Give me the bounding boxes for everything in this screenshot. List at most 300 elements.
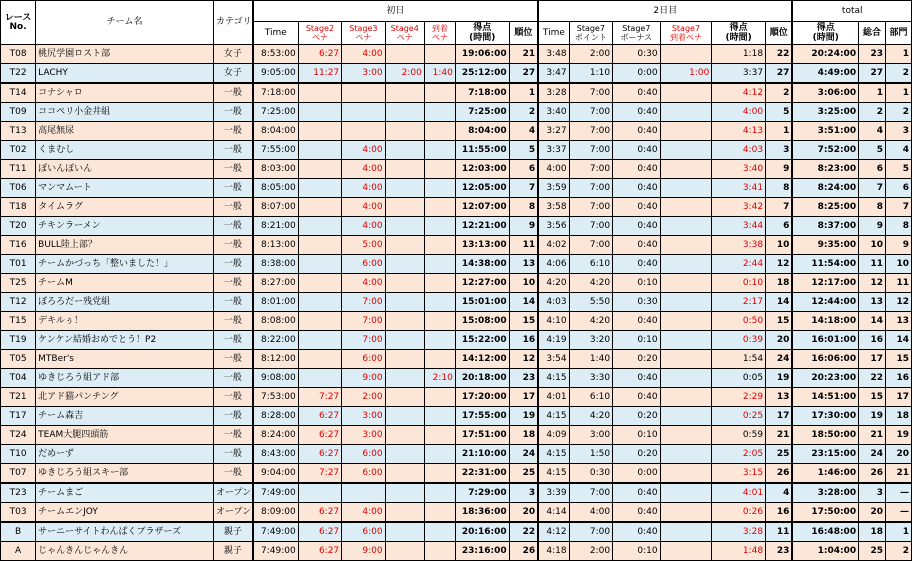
cell-race-no: T20 xyxy=(1,217,36,236)
cell-category: 女子 xyxy=(213,64,252,84)
cell-stage3: 4:00 xyxy=(342,217,385,236)
cell-stage7-arrival xyxy=(660,179,712,198)
cell-race-no: T05 xyxy=(1,350,36,369)
cell-race-no: B xyxy=(1,522,36,542)
cell-arrival xyxy=(424,45,455,64)
cell-category: 一般 xyxy=(213,122,252,141)
table-row xyxy=(1,160,912,179)
cell-total-score: 4:49:00 xyxy=(792,64,858,84)
cell-rank2: 14 xyxy=(766,293,793,312)
cell-rank2: 23 xyxy=(766,542,793,561)
cell-stage2 xyxy=(298,198,341,217)
cell-overall: 8 xyxy=(859,198,886,217)
cell-score2: 2:05 xyxy=(712,445,766,464)
cell-stage3: 4:00 xyxy=(342,45,385,64)
cell-race-no: T16 xyxy=(1,236,36,255)
cell-stage7-arrival xyxy=(660,45,712,64)
cell-stage7-bonus: 0:40 xyxy=(613,522,661,542)
cell-time2: 4:02 xyxy=(538,236,569,255)
cell-stage2 xyxy=(298,274,341,293)
cell-rank: 14 xyxy=(509,293,538,312)
cell-stage7-arrival xyxy=(660,160,712,179)
cell-team: タイムラグ xyxy=(36,198,214,217)
table-row xyxy=(1,103,912,122)
cell-stage3: 5:00 xyxy=(342,236,385,255)
cell-score2: 3:38 xyxy=(712,236,766,255)
cell-score2: 3:44 xyxy=(712,217,766,236)
cell-team: ぽいんぽいん xyxy=(36,160,214,179)
cell-stage3: 6:00 xyxy=(342,350,385,369)
cell-stage7-bonus: 0:40 xyxy=(613,369,661,388)
cell-stage7-bonus: 0:30 xyxy=(613,293,661,312)
header-race-no: レース No. xyxy=(1,1,36,45)
cell-arrival xyxy=(424,503,455,523)
cell-time2: 3:59 xyxy=(538,179,569,198)
cell-race-no: T25 xyxy=(1,274,36,293)
cell-rank: 2 xyxy=(509,103,538,122)
cell-total-score: 16:06:00 xyxy=(792,350,858,369)
cell-rank2: 25 xyxy=(766,445,793,464)
cell-stage4 xyxy=(385,426,424,445)
cell-score: 23:16:00 xyxy=(455,542,509,561)
cell-total-score: 14:18:00 xyxy=(792,312,858,331)
cell-stage3: 3:00 xyxy=(342,407,385,426)
cell-time2: 4:12 xyxy=(538,522,569,542)
cell-stage4 xyxy=(385,522,424,542)
cell-category: 一般 xyxy=(213,331,252,350)
header-team: チーム名 xyxy=(36,1,214,45)
cell-time: 7:49:00 xyxy=(253,483,298,503)
table-row xyxy=(1,445,912,464)
cell-stage7-bonus: 0:40 xyxy=(613,236,661,255)
cell-division: 7 xyxy=(885,198,911,217)
cell-stage7-arrival xyxy=(660,331,712,350)
cell-stage4 xyxy=(385,179,424,198)
cell-total-score: 11:54:00 xyxy=(792,255,858,274)
cell-category: 一般 xyxy=(213,198,252,217)
cell-time: 8:43:00 xyxy=(253,445,298,464)
cell-stage4 xyxy=(385,141,424,160)
cell-score2: 4:12 xyxy=(712,83,766,103)
cell-race-no: T02 xyxy=(1,141,36,160)
cell-category: 一般 xyxy=(213,426,252,445)
cell-time: 8:08:00 xyxy=(253,312,298,331)
cell-score: 21:10:00 xyxy=(455,445,509,464)
cell-stage4 xyxy=(385,236,424,255)
header-overall: 総合 xyxy=(859,22,886,45)
cell-total-score: 12:17:00 xyxy=(792,274,858,293)
cell-category: 一般 xyxy=(213,160,252,179)
cell-stage3: 4:00 xyxy=(342,179,385,198)
table-row xyxy=(1,407,912,426)
cell-total-score: 9:35:00 xyxy=(792,236,858,255)
cell-time2: 4:15 xyxy=(538,369,569,388)
cell-score: 18:36:00 xyxy=(455,503,509,523)
cell-rank2: 15 xyxy=(766,312,793,331)
cell-stage7-bonus: 0:00 xyxy=(613,464,661,484)
cell-race-no: T07 xyxy=(1,464,36,484)
cell-stage4: 2:00 xyxy=(385,64,424,84)
cell-score2: 0:05 xyxy=(712,369,766,388)
cell-overall: 22 xyxy=(859,369,886,388)
cell-stage3: 3:00 xyxy=(342,426,385,445)
cell-score2: 2:17 xyxy=(712,293,766,312)
cell-score: 12:27:00 xyxy=(455,274,509,293)
cell-stage2: 7:27 xyxy=(298,464,341,484)
cell-division: 13 xyxy=(885,312,911,331)
header-stage7-point: Stage7 ポイント xyxy=(569,22,612,45)
cell-stage4 xyxy=(385,388,424,407)
cell-time: 9:04:00 xyxy=(253,464,298,484)
cell-category: 一般 xyxy=(213,369,252,388)
cell-division: 1 xyxy=(885,83,911,103)
cell-stage7-bonus: 0:40 xyxy=(613,103,661,122)
cell-stage4 xyxy=(385,198,424,217)
cell-stage7-point: 6:10 xyxy=(569,255,612,274)
cell-time2: 4:09 xyxy=(538,426,569,445)
cell-race-no: T19 xyxy=(1,331,36,350)
cell-division: 2 xyxy=(885,64,911,84)
cell-race-no: T11 xyxy=(1,160,36,179)
cell-stage7-bonus: 0:40 xyxy=(613,141,661,160)
cell-score2: 0:25 xyxy=(712,407,766,426)
header-day2: 2日目 xyxy=(538,1,792,22)
cell-stage7-arrival xyxy=(660,503,712,523)
cell-stage7-arrival xyxy=(660,141,712,160)
cell-arrival xyxy=(424,331,455,350)
cell-stage7-bonus: 0:40 xyxy=(613,388,661,407)
cell-score2: 0:10 xyxy=(712,274,766,293)
cell-arrival xyxy=(424,198,455,217)
cell-score2: 4:13 xyxy=(712,122,766,141)
cell-rank2: 3 xyxy=(766,141,793,160)
cell-overall: 1 xyxy=(859,83,886,103)
cell-team: デキルぅ！ xyxy=(36,312,214,331)
cell-score: 7:29:00 xyxy=(455,483,509,503)
cell-race-no: T15 xyxy=(1,312,36,331)
cell-team: LACHY xyxy=(36,64,214,84)
cell-team: 高尾無尿 xyxy=(36,122,214,141)
cell-rank2: 27 xyxy=(766,64,793,84)
cell-total-score: 17:50:00 xyxy=(792,503,858,523)
cell-stage4 xyxy=(385,122,424,141)
cell-stage7-point: 7:00 xyxy=(569,122,612,141)
cell-score: 11:55:00 xyxy=(455,141,509,160)
header-division: 部門 xyxy=(885,22,911,45)
cell-stage2 xyxy=(298,255,341,274)
cell-rank: 6 xyxy=(509,160,538,179)
cell-time: 8:03:00 xyxy=(253,160,298,179)
cell-score: 8:04:00 xyxy=(455,122,509,141)
cell-score: 20:18:00 xyxy=(455,369,509,388)
cell-category: 親子 xyxy=(213,542,252,561)
header-score2: 得点 (時間) xyxy=(712,22,766,45)
cell-team: ゆきじろう組アド部 xyxy=(36,369,214,388)
cell-rank: 8 xyxy=(509,198,538,217)
cell-score: 25:12:00 xyxy=(455,64,509,84)
cell-stage3: 6:00 xyxy=(342,445,385,464)
cell-score: 22:31:00 xyxy=(455,464,509,484)
header-stage3: Stage3 ペナ xyxy=(342,22,385,45)
cell-race-no: T13 xyxy=(1,122,36,141)
cell-time: 8:09:00 xyxy=(253,503,298,523)
cell-team: TEAM大腿四頭筋 xyxy=(36,426,214,445)
cell-total-score: 8:23:00 xyxy=(792,160,858,179)
cell-category: 一般 xyxy=(213,445,252,464)
cell-stage2: 7:27 xyxy=(298,388,341,407)
cell-stage7-point: 4:20 xyxy=(569,407,612,426)
cell-stage4 xyxy=(385,369,424,388)
cell-stage3: 4:00 xyxy=(342,141,385,160)
cell-stage3 xyxy=(342,83,385,103)
cell-rank2: 6 xyxy=(766,217,793,236)
table-row xyxy=(1,122,912,141)
cell-stage2 xyxy=(298,217,341,236)
cell-overall: 26 xyxy=(859,464,886,484)
cell-time2: 4:20 xyxy=(538,274,569,293)
cell-arrival xyxy=(424,103,455,122)
cell-category: 一般 xyxy=(213,141,252,160)
cell-time: 7:55:00 xyxy=(253,141,298,160)
header-rank: 順位 xyxy=(509,22,538,45)
cell-score2: 1:18 xyxy=(712,45,766,64)
cell-division: 17 xyxy=(885,388,911,407)
cell-time: 8:04:00 xyxy=(253,122,298,141)
cell-score2: 3:28 xyxy=(712,522,766,542)
cell-score: 7:18:00 xyxy=(455,83,509,103)
cell-total-score: 16:01:00 xyxy=(792,331,858,350)
cell-time2: 4:15 xyxy=(538,445,569,464)
cell-stage7-arrival xyxy=(660,103,712,122)
cell-score: 19:06:00 xyxy=(455,45,509,64)
cell-score: 12:21:00 xyxy=(455,217,509,236)
cell-time2: 4:19 xyxy=(538,331,569,350)
cell-total-score: 20:23:00 xyxy=(792,369,858,388)
cell-stage3: 4:00 xyxy=(342,274,385,293)
cell-race-no: T03 xyxy=(1,503,36,523)
cell-rank: 17 xyxy=(509,388,538,407)
cell-arrival xyxy=(424,464,455,484)
cell-rank: 10 xyxy=(509,274,538,293)
cell-stage7-arrival xyxy=(660,236,712,255)
cell-stage2 xyxy=(298,483,341,503)
table-row xyxy=(1,426,912,445)
cell-rank2: 26 xyxy=(766,464,793,484)
cell-rank: 11 xyxy=(509,236,538,255)
cell-rank: 9 xyxy=(509,217,538,236)
cell-stage2 xyxy=(298,293,341,312)
cell-score2: 3:42 xyxy=(712,198,766,217)
cell-division: 4 xyxy=(885,141,911,160)
header-stage2: Stage2 ペナ xyxy=(298,22,341,45)
cell-score: 12:05:00 xyxy=(455,179,509,198)
cell-stage7-bonus: 0:40 xyxy=(613,83,661,103)
cell-stage3: 6:00 xyxy=(342,255,385,274)
cell-stage7-point: 7:00 xyxy=(569,483,612,503)
cell-stage2: 6:27 xyxy=(298,45,341,64)
cell-stage7-arrival xyxy=(660,217,712,236)
cell-rank2: 2 xyxy=(766,83,793,103)
cell-time2: 4:01 xyxy=(538,388,569,407)
cell-time: 8:07:00 xyxy=(253,198,298,217)
cell-stage7-point: 1:10 xyxy=(569,64,612,84)
cell-rank: 16 xyxy=(509,331,538,350)
cell-stage7-bonus: 0:30 xyxy=(613,45,661,64)
cell-rank: 26 xyxy=(509,542,538,561)
cell-score2: 4:03 xyxy=(712,141,766,160)
cell-arrival xyxy=(424,426,455,445)
cell-arrival xyxy=(424,236,455,255)
cell-rank: 1 xyxy=(509,83,538,103)
cell-stage2 xyxy=(298,160,341,179)
cell-time2: 3:58 xyxy=(538,198,569,217)
cell-score2: 2:44 xyxy=(712,255,766,274)
cell-stage7-bonus: 0:10 xyxy=(613,274,661,293)
cell-stage4 xyxy=(385,503,424,523)
cell-team: チームまご xyxy=(36,483,214,503)
cell-race-no: T21 xyxy=(1,388,36,407)
cell-rank2: 8 xyxy=(766,179,793,198)
cell-stage7-bonus: 0:20 xyxy=(613,350,661,369)
cell-rank2: 22 xyxy=(766,45,793,64)
cell-race-no: A xyxy=(1,542,36,561)
cell-arrival xyxy=(424,255,455,274)
cell-rank2: 21 xyxy=(766,426,793,445)
cell-stage3: 4:00 xyxy=(342,160,385,179)
cell-stage7-bonus: 0:40 xyxy=(613,179,661,198)
cell-total-score: 14:51:00 xyxy=(792,388,858,407)
cell-stage7-arrival xyxy=(660,122,712,141)
cell-stage7-bonus: 0:10 xyxy=(613,331,661,350)
cell-stage7-point: 3:30 xyxy=(569,369,612,388)
table-row xyxy=(1,331,912,350)
header-arrival: 到着 ペナ xyxy=(424,22,455,45)
cell-time2: 4:06 xyxy=(538,255,569,274)
header-category: カテゴリ xyxy=(213,1,252,45)
cell-race-no: T09 xyxy=(1,103,36,122)
cell-team: ぼろろだー残党組 xyxy=(36,293,214,312)
cell-race-no: T06 xyxy=(1,179,36,198)
cell-stage7-arrival xyxy=(660,312,712,331)
cell-stage7-point: 0:30 xyxy=(569,464,612,484)
cell-stage7-point: 1:40 xyxy=(569,350,612,369)
cell-stage2: 6:27 xyxy=(298,445,341,464)
cell-category: 一般 xyxy=(213,103,252,122)
cell-rank: 19 xyxy=(509,407,538,426)
cell-category: 一般 xyxy=(213,293,252,312)
table-row xyxy=(1,483,912,503)
cell-division: 11 xyxy=(885,274,911,293)
cell-arrival xyxy=(424,483,455,503)
cell-category: 一般 xyxy=(213,407,252,426)
cell-stage4 xyxy=(385,312,424,331)
header-stage4: Stage4 ペナ xyxy=(385,22,424,45)
cell-rank: 20 xyxy=(509,503,538,523)
cell-stage7-bonus: 0:40 xyxy=(613,255,661,274)
header-score: 得点 (時間) xyxy=(455,22,509,45)
cell-stage2: 11:27 xyxy=(298,64,341,84)
cell-overall: 9 xyxy=(859,217,886,236)
cell-overall: 11 xyxy=(859,255,886,274)
cell-arrival xyxy=(424,160,455,179)
cell-time2: 3:39 xyxy=(538,483,569,503)
cell-time2: 3:54 xyxy=(538,350,569,369)
cell-time2: 4:10 xyxy=(538,312,569,331)
cell-stage3: 4:00 xyxy=(342,198,385,217)
cell-team: ゆきじろう組スキー部 xyxy=(36,464,214,484)
cell-score2: 3:37 xyxy=(712,64,766,84)
cell-stage7-bonus: 0:40 xyxy=(613,160,661,179)
cell-arrival xyxy=(424,542,455,561)
header-time: Time xyxy=(253,22,298,45)
cell-category: 一般 xyxy=(213,464,252,484)
cell-total-score: 12:44:00 xyxy=(792,293,858,312)
cell-rank2: 12 xyxy=(766,255,793,274)
cell-race-no: T18 xyxy=(1,198,36,217)
cell-score: 13:13:00 xyxy=(455,236,509,255)
cell-stage7-arrival: 1:00 xyxy=(660,64,712,84)
cell-stage7-arrival xyxy=(660,483,712,503)
cell-division: 9 xyxy=(885,236,911,255)
cell-arrival xyxy=(424,312,455,331)
cell-score: 17:51:00 xyxy=(455,426,509,445)
cell-stage2 xyxy=(298,350,341,369)
cell-time: 9:05:00 xyxy=(253,64,298,84)
cell-rank2: 4 xyxy=(766,483,793,503)
cell-overall: 12 xyxy=(859,274,886,293)
cell-score: 15:08:00 xyxy=(455,312,509,331)
cell-total-score: 3:28:00 xyxy=(792,483,858,503)
cell-stage3: 6:00 xyxy=(342,464,385,484)
cell-category: 一般 xyxy=(213,388,252,407)
cell-stage4 xyxy=(385,217,424,236)
cell-race-no: T12 xyxy=(1,293,36,312)
cell-stage4 xyxy=(385,350,424,369)
cell-division: 20 xyxy=(885,445,911,464)
cell-arrival xyxy=(424,179,455,198)
cell-score2: 2:29 xyxy=(712,388,766,407)
cell-score2: 1:48 xyxy=(712,542,766,561)
header-stage7-arrival: Stage7 到着ペナ xyxy=(660,22,712,45)
cell-stage7-arrival xyxy=(660,407,712,426)
cell-stage7-bonus: 0:40 xyxy=(613,198,661,217)
table-row xyxy=(1,255,912,274)
cell-score2: 1:54 xyxy=(712,350,766,369)
cell-division: 15 xyxy=(885,350,911,369)
results-body xyxy=(1,45,912,561)
cell-team: くまむし xyxy=(36,141,214,160)
cell-stage4 xyxy=(385,45,424,64)
cell-stage7-point: 4:00 xyxy=(569,503,612,523)
cell-stage7-point: 7:00 xyxy=(569,160,612,179)
cell-time: 7:49:00 xyxy=(253,542,298,561)
cell-race-no: T04 xyxy=(1,369,36,388)
cell-arrival xyxy=(424,141,455,160)
cell-stage7-bonus: 0:10 xyxy=(613,542,661,561)
cell-arrival xyxy=(424,293,455,312)
cell-stage2 xyxy=(298,179,341,198)
cell-rank: 18 xyxy=(509,426,538,445)
cell-score2: 0:59 xyxy=(712,426,766,445)
header-time2: Time xyxy=(538,22,569,45)
cell-time2: 3:47 xyxy=(538,64,569,84)
cell-score2: 0:50 xyxy=(712,312,766,331)
cell-score2: 3:41 xyxy=(712,179,766,198)
cell-stage7-point: 3:00 xyxy=(569,426,612,445)
cell-total-score: 8:37:00 xyxy=(792,217,858,236)
cell-time2: 3:37 xyxy=(538,141,569,160)
cell-division: 1 xyxy=(885,522,911,542)
